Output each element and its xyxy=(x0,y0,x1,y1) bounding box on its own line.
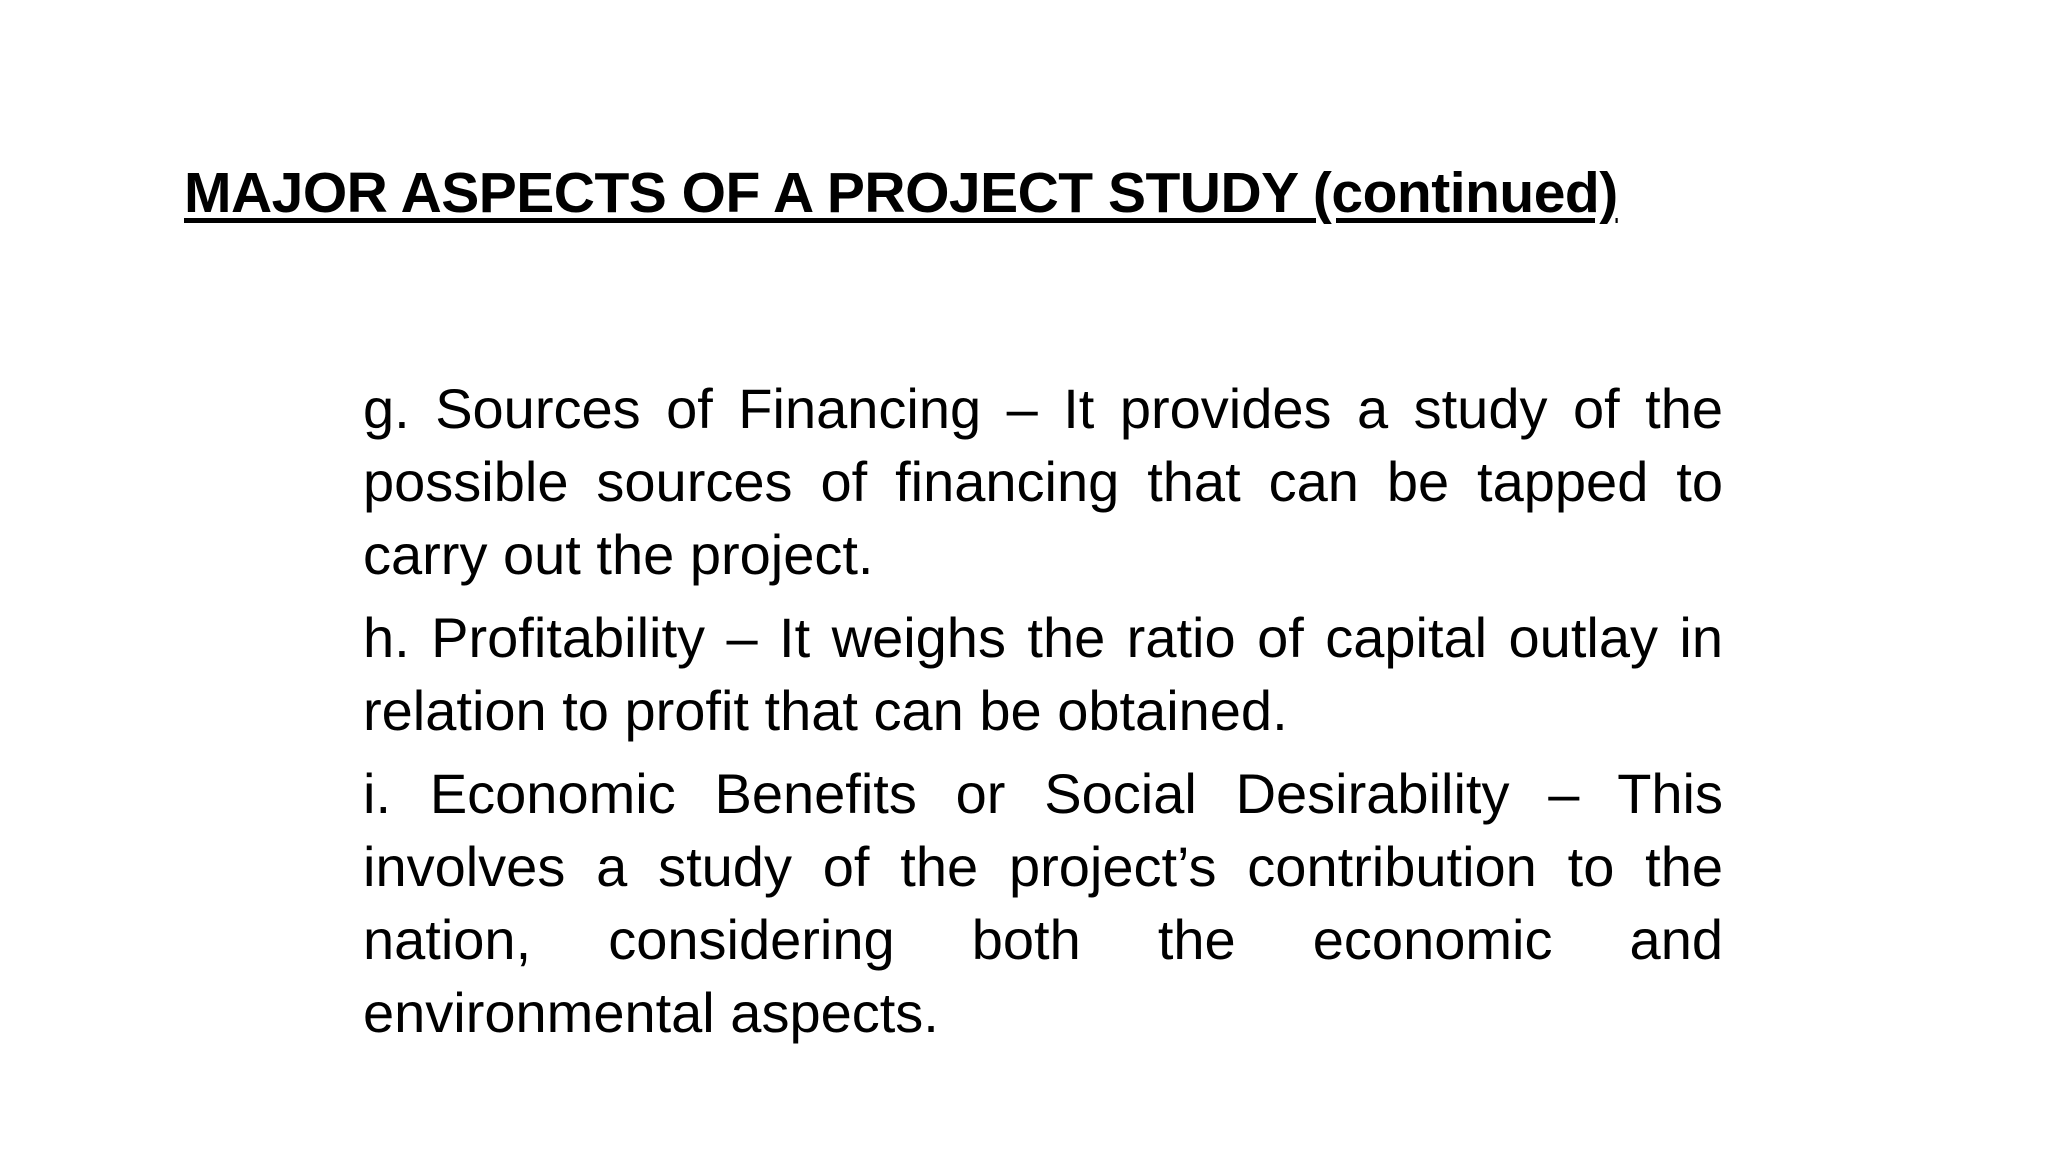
slide-title: MAJOR ASPECTS OF A PROJECT STUDY (continued) xyxy=(184,161,1618,225)
slide-content xyxy=(363,372,1723,1059)
list-item-economic-benefits: i. Economic Benefits or Social Desirability – This involves a study of the project’s contribution to the nation, considering both the economic and environmental aspects. xyxy=(363,762,1723,1044)
list-item-sources-of-financing: g. Sources of Financing – It provides a study of the possible sources of financing that can be tapped to carry out the project. xyxy=(363,377,1723,586)
list-item-profitability: h. Profitability – It weighs the ratio of capital outlay in relation to profit that can be obtained. xyxy=(363,606,1723,742)
